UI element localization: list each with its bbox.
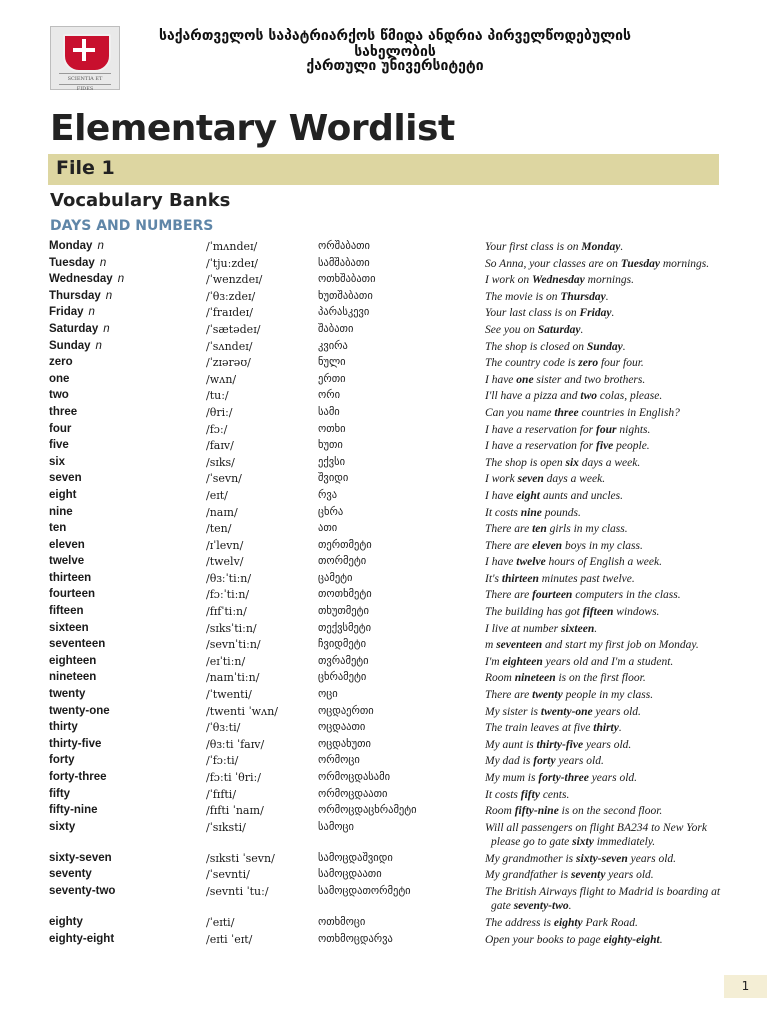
table-row: [0, 522, 768, 539]
word: thirty: [49, 721, 78, 734]
word: seventy: [49, 868, 92, 881]
logo-motto: SCIENTIA ET FIDES: [59, 73, 111, 85]
example-sentence: Room fifty-nine is on the second floor.: [485, 805, 663, 818]
pronunciation: /eɪˈtiːn/: [206, 654, 246, 668]
table-row: [0, 273, 768, 290]
georgian-translation: სამი: [318, 405, 340, 418]
example-sentence: Your first class is on Monday.: [485, 241, 624, 253]
word: ten: [49, 522, 67, 535]
table-row: [0, 622, 768, 639]
word: sixty-seven: [49, 851, 112, 864]
table-row: [0, 705, 768, 722]
word: Friday n: [49, 306, 95, 319]
table-row: [0, 885, 768, 916]
pronunciation: /ˈfraɪdeɪ/: [206, 306, 253, 320]
example-sentence: The building has got fifteen windows.: [485, 606, 660, 619]
table-row: [0, 852, 768, 869]
table-row: [0, 788, 768, 805]
pronunciation: /sevnˈtiːn/: [206, 638, 261, 652]
pronunciation: /ˈfɪfti/: [206, 787, 237, 801]
table-row: [0, 306, 768, 323]
pronunciation: /twelv/: [206, 555, 244, 569]
georgian-translation: ოთხმოცდარვა: [318, 932, 393, 945]
pronunciation: /tuː/: [206, 389, 229, 403]
word: thirty-five: [49, 737, 102, 750]
page-title: Elementary Wordlist: [50, 108, 455, 149]
georgian-translation: რვა: [318, 488, 338, 501]
university-name-line1: საქართველოს საპატრიარქოს წმიდა ანდრია პირველწოდებულის სახელობის: [159, 28, 631, 60]
table-row: [0, 240, 768, 257]
table-row: [0, 688, 768, 705]
pronunciation: /ˈsætədeɪ/: [206, 322, 261, 336]
pronunciation: /ˈzɪərəʊ/: [206, 356, 251, 370]
georgian-translation: ორმოცდაცხრამეტი: [318, 804, 417, 817]
wordlist: [0, 240, 768, 949]
word: eighteen: [49, 654, 97, 667]
pronunciation: /fɔːti ˈθriː/: [206, 771, 261, 784]
part-of-speech: n: [105, 289, 113, 302]
example-sentence: The country code is zero four four.: [485, 357, 644, 370]
pronunciation: /θɜːti ˈfaɪv/: [206, 737, 265, 751]
example-sentence: I have one sister and two brothers.: [485, 373, 646, 386]
pronunciation: /ˈθɜːti/: [206, 721, 241, 735]
word: forty-three: [49, 771, 107, 783]
example-sentence: I have eight aunts and uncles.: [485, 489, 623, 502]
part-of-speech: n: [99, 256, 107, 269]
university-logo: [50, 26, 120, 90]
pronunciation: /eɪt/: [206, 488, 228, 502]
pronunciation: /naɪn/: [206, 505, 238, 519]
table-row: [0, 738, 768, 755]
example-sentence: The shop is open six days a week.: [485, 456, 641, 469]
pronunciation: /ˈmʌndeɪ/: [206, 240, 258, 253]
word: zero: [49, 356, 73, 369]
part-of-speech: n: [103, 322, 110, 335]
word: nine: [49, 505, 73, 518]
georgian-translation: ცხრამეტი: [318, 671, 367, 684]
word: sixteen: [49, 621, 89, 634]
example-sentence: I work seven days a week.: [485, 473, 606, 486]
word: sixty: [49, 820, 76, 833]
example-sentence: There are twenty people in my class.: [485, 689, 654, 702]
table-row: [0, 804, 768, 821]
example-sentence: My sister is twenty-one years old.: [485, 705, 641, 718]
word: eighty-eight: [49, 932, 115, 945]
pronunciation: /ˈeɪti/: [206, 915, 235, 929]
georgian-translation: ოცდახუთი: [318, 737, 371, 750]
word: Tuesday n: [49, 256, 107, 269]
table-row: [0, 572, 768, 589]
word: eighty: [49, 915, 83, 928]
georgian-translation: სამოცდაათი: [318, 868, 382, 881]
georgian-translation: სამოცდაშვიდი: [318, 851, 393, 864]
example-sentence: The movie is on Thursday.: [485, 290, 609, 303]
word: Wednesday n: [49, 273, 125, 286]
word: fourteen: [49, 588, 95, 601]
pronunciation: /wʌn/: [206, 372, 237, 386]
georgian-translation: ხუთშაბათი: [318, 289, 373, 302]
pronunciation: /sɪksˈtiːn/: [206, 621, 257, 635]
georgian-translation: ცამეტი: [318, 571, 353, 584]
word: fifty: [49, 787, 71, 800]
example-sentence: The British Airways flight to Madrid is boarding at gate seventy-two.: [485, 885, 721, 913]
word: four: [49, 422, 72, 435]
pronunciation: /ˈθɜːzdeɪ/: [206, 289, 256, 303]
table-row: [0, 555, 768, 572]
georgian-translation: ჩვიდმეტი: [318, 638, 367, 651]
pronunciation: /θriː/: [206, 405, 233, 419]
word: Sunday n: [49, 339, 102, 352]
georgian-translation: სამოცდათორმეტი: [318, 884, 411, 897]
table-row: [0, 588, 768, 605]
georgian-translation: ორმოცდაათი: [318, 787, 388, 800]
georgian-translation: პარასკევი: [318, 306, 370, 319]
word: nineteen: [49, 671, 97, 684]
example-sentence: I have twelve hours of English a week.: [485, 556, 662, 569]
word: seventeen: [49, 638, 106, 651]
page-number: 1: [724, 975, 767, 998]
pronunciation: /naɪnˈtiːn/: [206, 671, 260, 685]
georgian-translation: ხუთი: [318, 439, 343, 452]
pronunciation: /fɪfti ˈnaɪn/: [206, 804, 264, 818]
table-row: [0, 671, 768, 688]
georgian-translation: ოცი: [318, 688, 338, 701]
georgian-translation: ოცდაერთი: [318, 704, 374, 717]
table-row: [0, 655, 768, 672]
georgian-translation: ათი: [318, 522, 338, 535]
word: six: [49, 455, 65, 468]
georgian-translation: ერთი: [318, 372, 346, 385]
example-sentence: I have a reservation for five people.: [485, 440, 650, 453]
word: eleven: [49, 538, 85, 551]
table-row: [0, 373, 768, 390]
word: fifty-nine: [49, 804, 98, 817]
university-name-line2: ქართული უნივერსიტეტი: [306, 58, 484, 74]
pronunciation: /ˈwenzdeɪ/: [206, 273, 263, 287]
example-sentence: My mum is forty-three years old.: [485, 772, 638, 784]
table-row: [0, 439, 768, 456]
example-sentence: The shop is closed on Sunday.: [485, 340, 626, 353]
georgian-translation: სამოცი: [318, 820, 354, 833]
pronunciation: /fɔːˈtiːn/: [206, 588, 250, 602]
georgian-translation: ორი: [318, 389, 341, 402]
table-row: [0, 340, 768, 357]
example-sentence: I have a reservation for four nights.: [485, 423, 651, 436]
table-row: [0, 539, 768, 556]
pronunciation: /fɪfˈtiːn/: [206, 605, 247, 619]
pronunciation: /ˈtjuːzdeɪ/: [206, 256, 258, 270]
pronunciation: /ˈsʌndeɪ/: [206, 339, 253, 353]
georgian-translation: თექვსმეტი: [318, 621, 372, 634]
example-sentence: The address is eighty Park Road.: [485, 916, 638, 929]
pronunciation: /sevnti ˈtuː/: [206, 884, 269, 898]
example-sentence: I live at number sixteen.: [485, 622, 598, 635]
georgian-translation: ორმოცდასამი: [318, 771, 391, 783]
example-sentence: I'm eighteen years old and I'm a student.: [485, 655, 674, 668]
table-row: [0, 290, 768, 307]
file-label: File 1: [56, 157, 115, 179]
georgian-translation: შაბათი: [318, 322, 354, 335]
example-sentence: Your last class is on Friday.: [485, 307, 615, 320]
table-row: [0, 933, 768, 950]
word: seventy-two: [49, 884, 116, 897]
example-sentence: So Anna, your classes are on Tuesday mornings.: [485, 257, 710, 270]
table-row: [0, 638, 768, 655]
table-row: [0, 323, 768, 340]
subtitle: Vocabulary Banks: [50, 190, 231, 211]
georgian-translation: შვიდი: [318, 472, 349, 485]
example-sentence: Will all passengers on flight BA234 to New York please go to gate sixty immediately.: [485, 821, 707, 849]
pronunciation: /θɜːˈtiːn/: [206, 571, 252, 585]
pronunciation: /ten/: [206, 522, 232, 536]
example-sentence: It's thirteen minutes past twelve.: [485, 572, 635, 585]
pronunciation: /ɪˈlevn/: [206, 538, 244, 552]
example-sentence: I work on Wednesday mornings.: [485, 274, 634, 287]
georgian-translation: სამშაბათი: [318, 256, 370, 269]
part-of-speech: n: [88, 306, 95, 319]
word: twenty-one: [49, 704, 110, 717]
example-sentence: There are eleven boys in my class.: [485, 539, 643, 552]
table-row: [0, 472, 768, 489]
word: three: [49, 405, 78, 418]
example-sentence: m seventeen and start my first job on Monday.: [485, 639, 699, 652]
word: two: [49, 389, 69, 402]
table-row: [0, 489, 768, 506]
word: twenty: [49, 688, 86, 701]
section-title: DAYS AND NUMBERS: [50, 218, 214, 234]
georgian-translation: ორშაბათი: [318, 240, 370, 252]
georgian-translation: ექვსი: [318, 455, 346, 468]
part-of-speech: n: [117, 273, 125, 286]
pronunciation: /fɔː/: [206, 422, 228, 436]
georgian-translation: ოთხმოცი: [318, 915, 366, 928]
pronunciation: /ˈtwenti/: [206, 688, 252, 702]
georgian-translation: თერთმეტი: [318, 538, 372, 551]
word: forty: [49, 754, 75, 767]
word: one: [49, 372, 70, 385]
example-sentence: The train leaves at five thirty.: [485, 722, 622, 735]
example-sentence: It costs nine pounds.: [485, 506, 581, 519]
table-row: [0, 423, 768, 440]
georgian-translation: ნული: [318, 356, 346, 369]
table-row: [0, 456, 768, 473]
georgian-translation: თვრამეტი: [318, 654, 369, 667]
pronunciation: /ˈsevn/: [206, 472, 242, 486]
example-sentence: Can you name three countries in English?: [485, 406, 680, 419]
example-sentence: My grandmother is sixty-seven years old.: [485, 852, 677, 865]
word: fifteen: [49, 605, 84, 618]
pronunciation: /twenti ˈwʌn/: [206, 704, 279, 718]
part-of-speech: n: [97, 240, 104, 252]
georgian-translation: ოთხშაბათი: [318, 273, 376, 286]
shield-icon: [63, 34, 111, 72]
table-row: [0, 389, 768, 406]
georgian-translation: თორმეტი: [318, 555, 367, 568]
example-sentence: My dad is forty years old.: [485, 755, 604, 768]
table-row: [0, 506, 768, 523]
table-row: [0, 754, 768, 771]
example-sentence: My aunt is thirty-five years old.: [485, 738, 632, 751]
georgian-translation: კვირა: [318, 339, 348, 352]
table-row: [0, 771, 768, 788]
example-sentence: My grandfather is seventy years old.: [485, 869, 654, 882]
example-sentence: It costs fifty cents.: [485, 788, 570, 801]
word: twelve: [49, 555, 85, 568]
example-sentence: There are fourteen computers in the class.: [485, 589, 681, 602]
georgian-translation: თოთხმეტი: [318, 588, 372, 601]
example-sentence: See you on Saturday.: [485, 323, 584, 336]
example-sentence: I'll have a pizza and two colas, please.: [485, 390, 663, 403]
table-row: [0, 257, 768, 274]
georgian-translation: ცხრა: [318, 505, 344, 518]
pronunciation: /ˈsevnti/: [206, 868, 250, 882]
pronunciation: /eɪti ˈeɪt/: [206, 932, 253, 946]
table-row: [0, 406, 768, 423]
table-row: [0, 721, 768, 738]
word: Monday n: [49, 240, 104, 252]
table-row: [0, 868, 768, 885]
table-row: [0, 605, 768, 622]
pronunciation: /sɪks/: [206, 455, 235, 469]
word: eight: [49, 488, 77, 501]
file-banner: [48, 154, 719, 185]
georgian-translation: ოცდაათი: [318, 721, 366, 734]
word: seven: [49, 472, 82, 485]
word: five: [49, 439, 69, 452]
georgian-translation: ოთხი: [318, 422, 346, 435]
pronunciation: /ˈsɪksti/: [206, 820, 246, 834]
georgian-translation: ორმოცი: [318, 754, 360, 767]
word: Saturday n: [49, 322, 110, 335]
example-sentence: There are ten girls in my class.: [485, 523, 628, 536]
example-sentence: Open your books to page eighty-eight.: [485, 933, 663, 946]
cross-icon-bar: [73, 48, 95, 52]
pronunciation: /sɪksti ˈsevn/: [206, 851, 275, 865]
table-row: [0, 356, 768, 373]
georgian-translation: თხუთმეტი: [318, 605, 369, 618]
word: thirteen: [49, 571, 92, 584]
table-row: [0, 821, 768, 852]
pronunciation: /ˈfɔːti/: [206, 754, 239, 768]
table-row: [0, 916, 768, 933]
word: Thursday n: [49, 289, 113, 302]
example-sentence: Room nineteen is on the first floor.: [485, 672, 646, 685]
pronunciation: /faɪv/: [206, 439, 234, 453]
part-of-speech: n: [95, 339, 102, 352]
